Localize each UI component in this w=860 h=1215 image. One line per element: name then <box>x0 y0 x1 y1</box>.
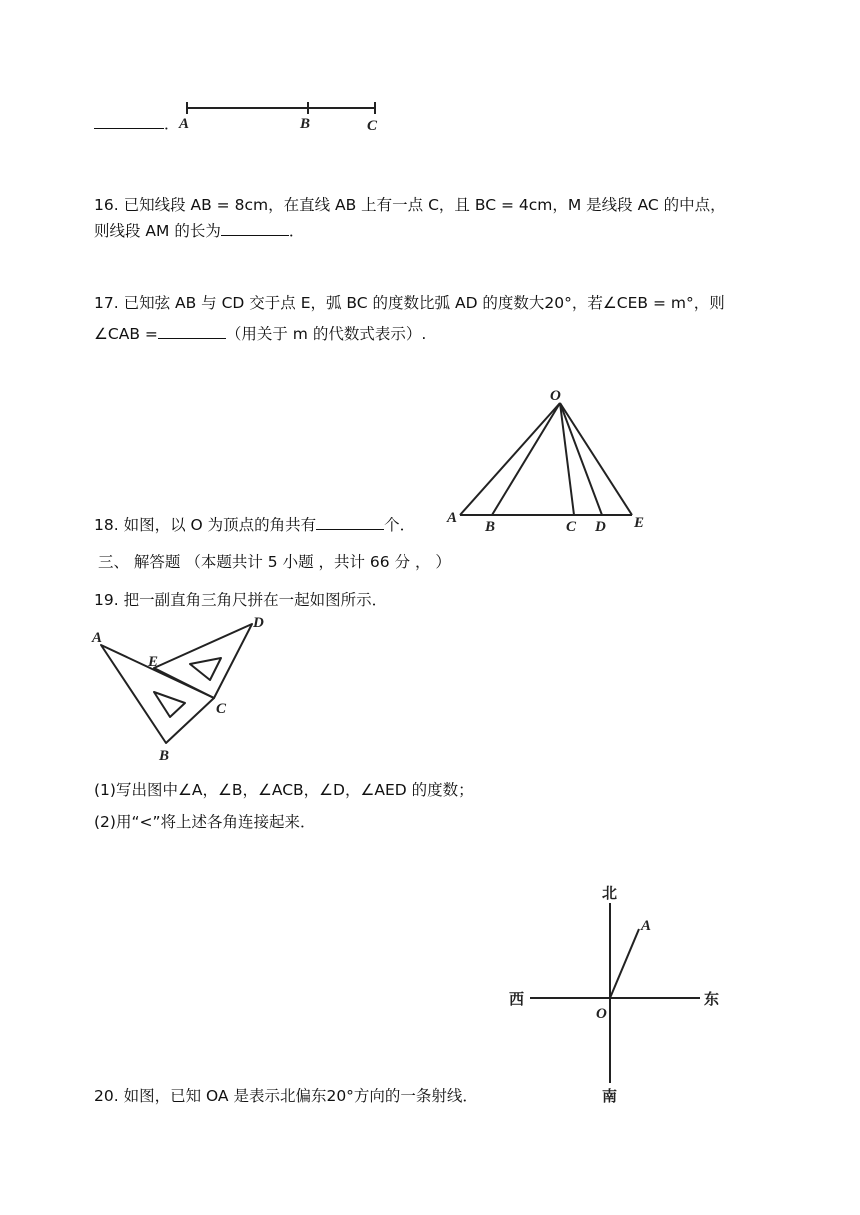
point-label-d: D <box>595 519 606 535</box>
q19-stem: 19. 把一副直角三角尺拼在一起如图所示． <box>94 591 388 609</box>
answer-blank <box>94 112 164 129</box>
vertex-label-o: O <box>550 388 561 404</box>
west-label: 西 <box>509 990 525 1008</box>
point-label-c: C <box>367 118 378 134</box>
point-label-b: B <box>159 748 170 764</box>
point-label-a: A <box>179 116 190 132</box>
point-label-a: A <box>92 630 103 646</box>
point-label-e: E <box>148 654 159 670</box>
point-label-a: A <box>447 510 458 526</box>
answer-blank <box>316 513 384 530</box>
point-label-b: B <box>300 116 311 132</box>
point-label-c: C <box>566 519 577 535</box>
q15-answer-line <box>94 112 180 135</box>
origin-label-o: O <box>596 1006 607 1022</box>
q18-line <box>94 513 415 536</box>
north-label: 北 <box>602 884 618 902</box>
q18-text-a: 18. 如图，以 O 为顶点的角共有 <box>94 516 317 534</box>
q15-tail: ． <box>164 115 180 133</box>
point-label-a: A <box>641 918 652 934</box>
q16-line1: 16. 已知线段 AB = 8cm，在直线 AB 上有一点 C，且 BC = 4cm，M 是线段 AC 的中点， <box>94 196 726 214</box>
point-label-c: C <box>216 701 227 717</box>
q19-part1: (1)写出图中∠A，∠B，∠ACB，∠D，∠AED 的度数； <box>94 781 474 799</box>
answer-blank <box>221 219 289 236</box>
q16-line2-a: 则线段 AM 的长为 <box>94 222 221 240</box>
q16-line2-b: ． <box>288 222 305 240</box>
answer-blank <box>158 322 226 339</box>
east-label: 东 <box>704 990 720 1008</box>
q17-line2-a: ∠CAB = <box>94 325 158 343</box>
q17-line2-b: （用关于 m 的代数式表示）. <box>225 325 427 343</box>
q17-line2 <box>94 322 426 345</box>
point-label-b: B <box>485 519 496 535</box>
south-label: 南 <box>602 1087 618 1105</box>
q19-part2: (2)用“<”将上述各角连接起来． <box>94 813 316 831</box>
q16-line2 <box>94 219 304 242</box>
q17-line1: 17. 已知弦 AB 与 CD 交于点 E，弧 BC 的度数比弧 AD 的度数大20°，若∠CEB = m°，则 <box>94 294 725 312</box>
point-label-e: E <box>634 515 645 531</box>
q18-text-b: 个． <box>384 516 416 534</box>
section-heading: 三、 解答题 （本题共计 5 小题 ，共计 66 分 ， ） <box>98 553 451 571</box>
q20-stem: 20. 如图，已知 OA 是表示北偏东20°方向的一条射线． <box>94 1087 478 1105</box>
point-label-d: D <box>253 615 264 631</box>
